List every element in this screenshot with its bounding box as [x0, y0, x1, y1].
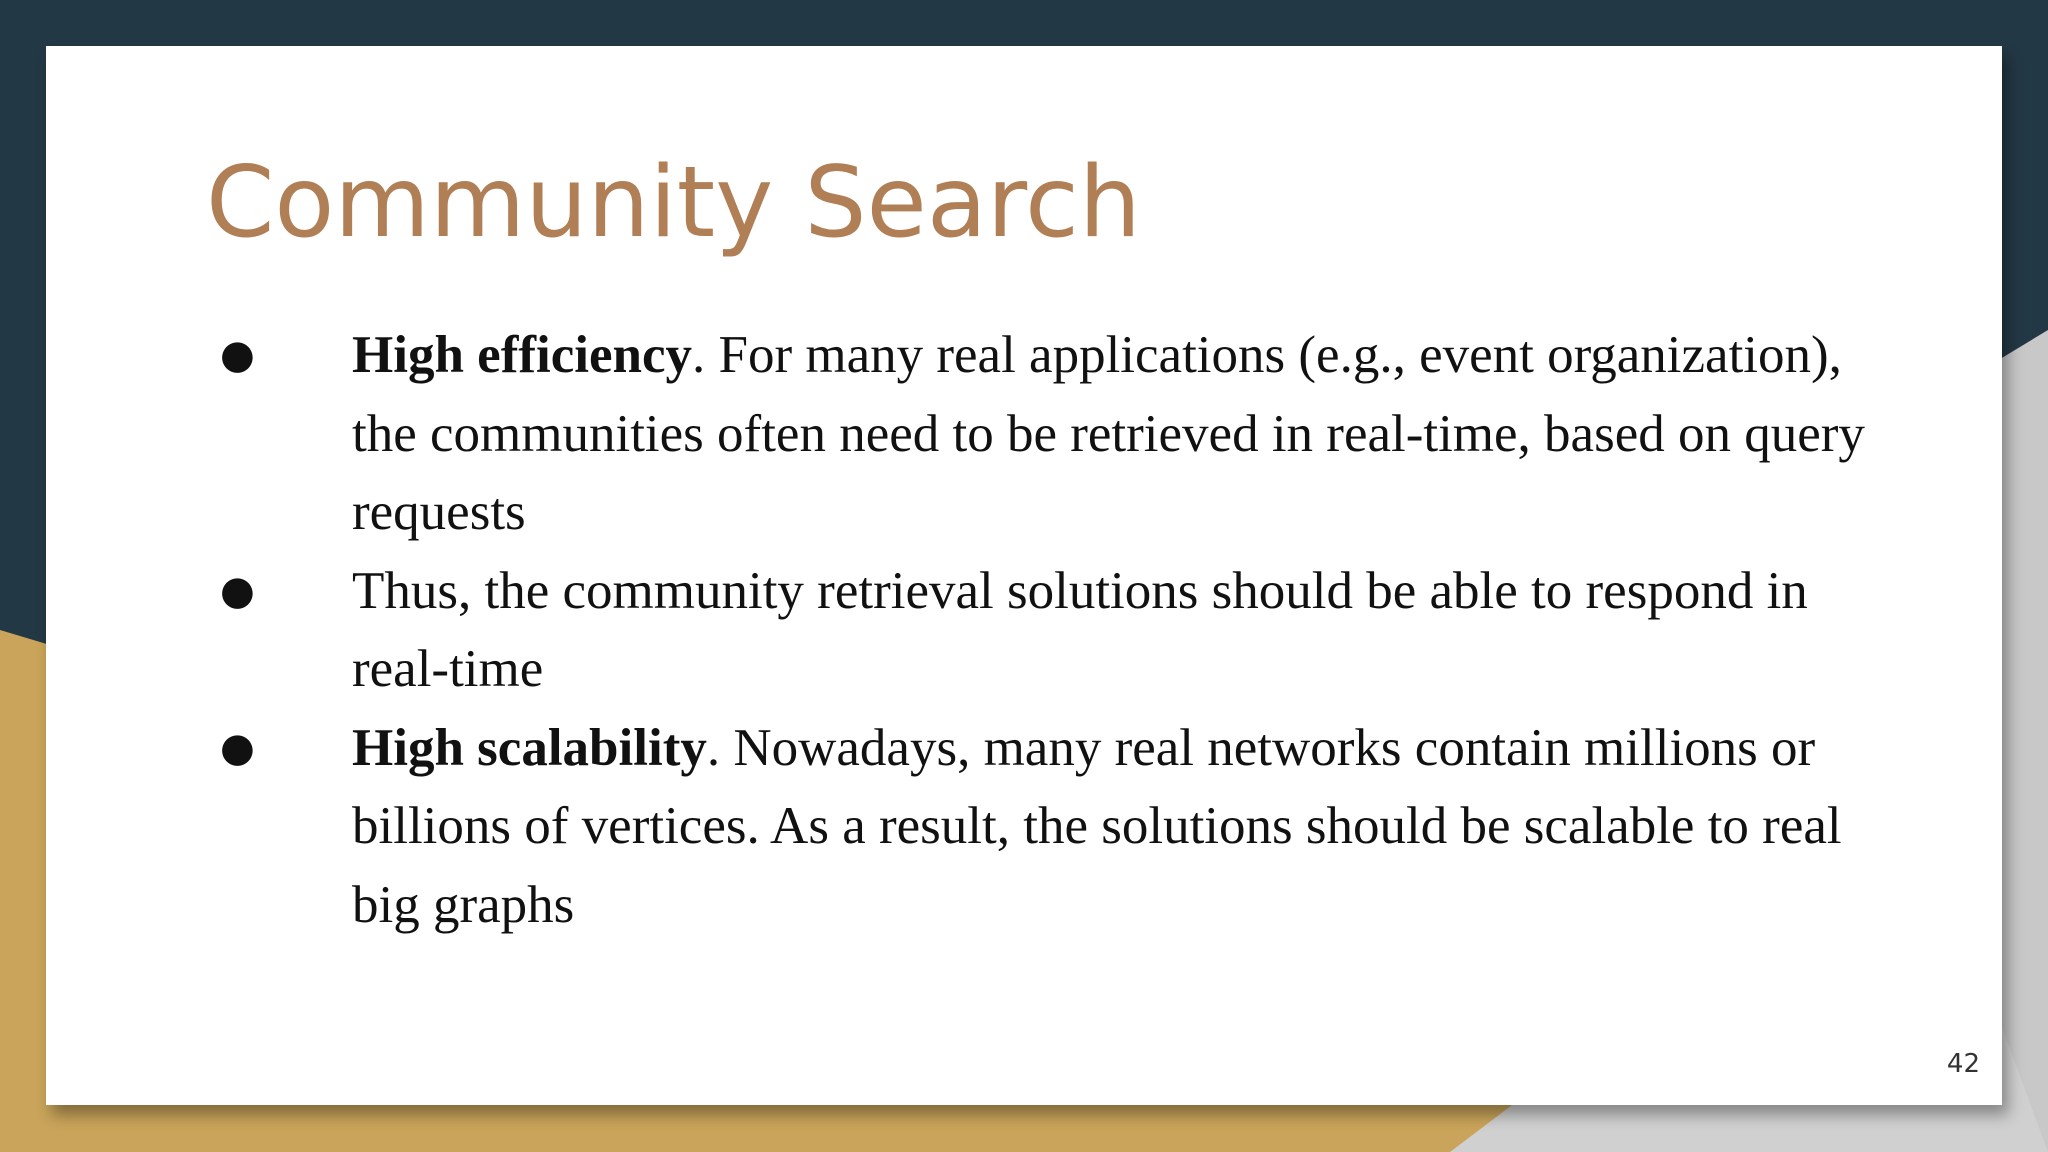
bullet-list: [216, 316, 1896, 944]
bullet-item-efficiency: [216, 316, 1896, 552]
page-number: 42: [1946, 1049, 1980, 1079]
bullet-heading: High scalability: [352, 718, 707, 777]
bullet-item-realtime: [216, 552, 1896, 709]
bullet-text: . For many real applications (e.g., event organization), the communities often need to be retrieved in real-time, based on query requests: [352, 326, 1865, 541]
slide-content: [46, 46, 2002, 1105]
bullet-icon: ●: [220, 567, 255, 614]
slide-title: Community Search: [206, 146, 1142, 260]
bullet-heading: High efficiency: [352, 326, 692, 384]
bullet-text: . Nowadays, many real networks contain millions or billions of vertices. As a result, the solutions should be scalable to real big graphs: [352, 718, 1842, 934]
bullet-item-scalability: [216, 709, 1896, 945]
bullet-icon: ●: [220, 332, 255, 378]
bullet-icon: ●: [220, 724, 255, 771]
bullet-text: Thus, the community retrieval solutions should be able to respond in real-time: [352, 561, 1808, 698]
